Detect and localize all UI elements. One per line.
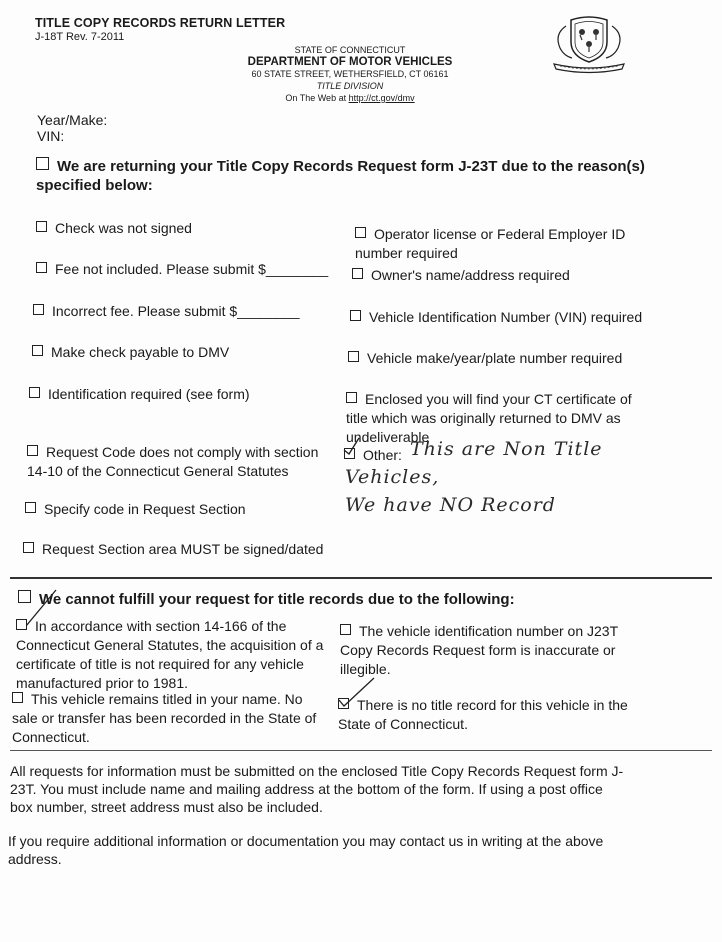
item-label-cont: undeliverable	[346, 429, 430, 445]
reason-check-payable	[32, 343, 229, 362]
section2-heading-text: We cannot fulfill your request for title records due to the following:	[39, 591, 515, 608]
item-label: Incorrect fee. Please submit $________	[52, 303, 300, 319]
reason-incorrect-fee	[33, 302, 300, 321]
item-label: Check was not signed	[55, 220, 192, 236]
checkmark-icon	[336, 676, 380, 712]
item-label: Vehicle make/year/plate number required	[367, 350, 623, 366]
item-label: Make check payable to DMV	[51, 344, 230, 360]
checkbox[interactable]	[29, 387, 40, 398]
item-label-cont: Connecticut General Statutes, the acquisition of a	[16, 637, 324, 653]
item-label: Specify code in Request Section	[44, 501, 246, 517]
checkbox[interactable]	[32, 345, 43, 356]
reason-identification-required	[29, 385, 250, 404]
item-label: There is no title record for this vehicle in the	[357, 697, 628, 713]
item-label: Operator license or Federal Employer ID	[374, 226, 626, 242]
reason-vin-inaccurate	[340, 622, 660, 679]
item-label: This vehicle remains titled in your name. No	[31, 691, 303, 707]
checkbox[interactable]	[348, 351, 359, 362]
item-label-cont: manufactured prior to 1981.	[16, 675, 188, 691]
reason-vin-required	[350, 308, 642, 327]
reason-make-year-plate	[348, 349, 622, 368]
item-label: Enclosed you will find your CT certificate of	[365, 391, 632, 407]
handwritten-note-line1: This are Non Title	[410, 438, 603, 460]
section1-heading-line1: We are returning your Title Copy Records Request form J-23T due to the reason(s)	[57, 158, 645, 175]
vin-label: VIN:	[37, 128, 65, 144]
submission-instructions	[10, 762, 710, 816]
para-line: box number, street address must also be included.	[10, 799, 323, 815]
item-label: Identification required (see form)	[48, 386, 250, 402]
section1-heading-line2: specified below:	[36, 177, 153, 194]
reason-fee-not-included	[36, 260, 328, 279]
checkbox[interactable]	[33, 304, 44, 315]
reason-pre-1981	[16, 617, 336, 693]
section1-checkbox[interactable]	[36, 157, 49, 170]
reason-no-title-record	[338, 696, 668, 734]
form-title: TITLE COPY RECORDS RETURN LETTER	[35, 16, 286, 30]
form-revision: J-18T Rev. 7-2011	[35, 31, 125, 43]
item-label: Request Code does not comply with section	[46, 444, 319, 460]
handwritten-note-line2: Vehicles,	[345, 466, 440, 488]
checkbox[interactable]	[25, 502, 36, 513]
reason-titled-in-your-name	[12, 690, 332, 747]
reason-specify-code	[25, 500, 246, 519]
checkbox[interactable]	[350, 310, 361, 321]
checkmark-icon	[340, 436, 362, 458]
web-line	[200, 92, 500, 104]
para-line: 23T. You must include name and mailing address at the bottom of the form. If using a post office	[10, 781, 603, 797]
item-label: Vehicle Identification Number (VIN) required	[369, 309, 643, 325]
item-label: Request Section area MUST be signed/dated	[42, 541, 324, 557]
web-prefix: On The Web at	[285, 93, 349, 103]
checkbox[interactable]	[23, 542, 34, 553]
para-line: If you require additional information or documentation you may contact us in writing at the above	[8, 833, 604, 849]
item-label-cont: Connecticut.	[12, 729, 90, 745]
item-label: Fee not included. Please submit $________	[55, 261, 329, 277]
checkbox[interactable]	[36, 221, 47, 232]
checkbox[interactable]	[352, 268, 363, 279]
checkbox[interactable]	[27, 445, 38, 456]
year-make-label: Year/Make:	[37, 112, 108, 128]
section1-heading	[36, 157, 716, 195]
checkbox[interactable]	[12, 692, 23, 703]
item-label: In accordance with section 14-166 of the	[35, 618, 287, 634]
reason-check-not-signed	[36, 219, 192, 238]
other-label: Other:	[363, 447, 402, 463]
web-link[interactable]: http://ct.gov/dmv	[348, 93, 415, 103]
department-name: DEPARTMENT OF MOTOR VEHICLES	[247, 56, 453, 68]
checkbox[interactable]	[355, 227, 366, 238]
footer-divider	[10, 750, 712, 751]
section2-heading	[18, 590, 515, 609]
checkbox[interactable]	[346, 392, 357, 403]
reason-operator-license	[355, 225, 625, 263]
contact-instructions	[8, 832, 708, 868]
item-label-cont: 14-10 of the Connecticut General Statutes	[27, 463, 289, 479]
para-line: All requests for information must be submitted on the enclosed Title Copy Records Request form J-	[10, 763, 624, 779]
state-name: STATE OF CONNECTICUT	[294, 45, 406, 55]
item-label: Owner's name/address required	[371, 267, 570, 283]
reason-request-code	[27, 443, 318, 481]
agency-address: 60 STATE STREET, WETHERSFIELD, CT 06161	[251, 69, 449, 79]
reason-owner-name	[352, 266, 570, 285]
item-label-cont: number required	[355, 245, 458, 261]
reason-request-signed	[23, 540, 323, 559]
division-name: TITLE DIVISION	[316, 81, 384, 91]
item-label: The vehicle identification number on J23T	[359, 623, 619, 639]
checkbox[interactable]	[36, 262, 47, 273]
state-seal-icon	[546, 12, 632, 74]
item-label-cont: State of Connecticut.	[338, 716, 468, 732]
agency-block	[200, 44, 500, 104]
checkbox[interactable]	[340, 624, 351, 635]
handwritten-note-line3: We have NO Record	[345, 494, 556, 516]
section-divider	[10, 577, 712, 579]
item-label-cont: illegible.	[340, 661, 391, 677]
item-label-cont: title which was originally returned to DMV as	[346, 410, 621, 426]
item-label-cont: Copy Records Request form is inaccurate or	[340, 642, 616, 658]
para-line: address.	[8, 851, 62, 867]
checkbox-checked[interactable]	[16, 619, 27, 630]
item-label-cont: sale or transfer has been recorded in the State of	[12, 710, 317, 726]
item-label-cont: certificate of title is not required for any vehicle	[16, 656, 304, 672]
